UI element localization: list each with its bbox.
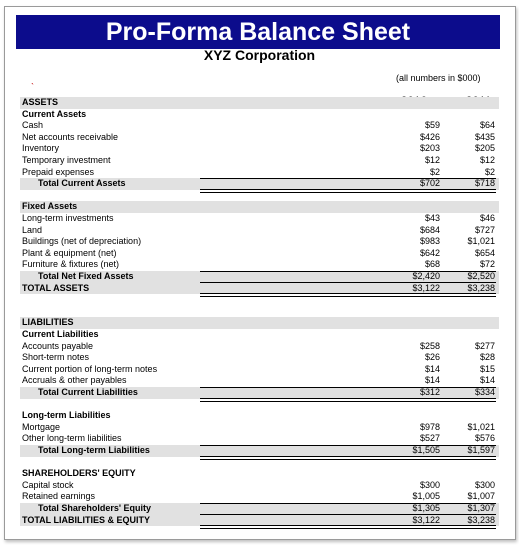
value-2011: $1,597 <box>467 445 495 455</box>
row-label: Retained earnings <box>22 491 96 502</box>
table-row <box>20 433 499 445</box>
value-2011: $2 <box>484 166 495 177</box>
table-row <box>20 143 499 155</box>
table-row <box>20 225 499 237</box>
row-label: Total Current Liabilities <box>38 387 138 397</box>
value-2010: $426 <box>419 131 440 142</box>
table-row <box>20 491 499 503</box>
table-row <box>20 352 499 364</box>
table-row <box>20 364 499 376</box>
row-label: TOTAL LIABILITIES & EQUITY <box>22 514 151 525</box>
row-label: Total Long-term Liabilities <box>38 445 150 455</box>
value-2010: $983 <box>419 236 440 247</box>
value-2011: $1,021 <box>467 236 495 247</box>
row-label: LIABILITIES <box>22 317 74 328</box>
table-row <box>20 468 499 480</box>
table-row <box>20 341 499 353</box>
table-row <box>20 167 499 179</box>
stray-mark: ` <box>31 82 34 92</box>
row-label: Temporary investment <box>22 155 111 165</box>
value-2010: $59 <box>424 120 440 131</box>
table-row <box>20 317 499 329</box>
row-label: Total Net Fixed Assets <box>38 271 134 281</box>
value-2010: $12 <box>424 155 440 165</box>
value-2010: $43 <box>424 213 440 223</box>
value-2011: $3,238 <box>467 514 495 525</box>
row-label: Accounts payable <box>22 340 94 351</box>
value-2010: $702 <box>419 178 440 189</box>
subtotal-rule <box>200 387 496 388</box>
row-label: Mortgage <box>22 421 61 432</box>
value-2011: $3,238 <box>467 282 495 293</box>
row-label: Current Assets <box>22 108 87 119</box>
row-label: Buildings (net of depreciation) <box>22 236 142 247</box>
value-2011: $727 <box>474 224 495 235</box>
company-name: XYZ Corporation <box>203 47 316 63</box>
value-2010: $2 <box>429 166 440 177</box>
row-label: Accruals & other payables <box>22 375 127 386</box>
row-label: Cash <box>22 120 44 131</box>
row-label: Fixed Assets <box>22 201 78 212</box>
value-2010: $642 <box>419 247 440 258</box>
value-2011: $15 <box>479 363 495 374</box>
subtotal-rule <box>200 271 496 272</box>
value-2011: $46 <box>479 213 495 223</box>
value-2011: $300 <box>474 479 495 490</box>
table-row <box>20 109 499 121</box>
value-2010: $1,305 <box>412 503 440 513</box>
page-title: Pro-Forma Balance Sheet <box>16 15 500 49</box>
value-2010: $3,122 <box>412 514 440 525</box>
table-row <box>20 236 499 248</box>
table-row <box>20 201 499 213</box>
row-label: Current Liabilities <box>22 329 99 339</box>
total-double-rule <box>200 525 496 529</box>
row-label: Current portion of long-term notes <box>22 363 158 374</box>
value-2010: $3,122 <box>412 282 440 293</box>
table-row <box>20 120 499 132</box>
subtotal-rule <box>200 445 496 446</box>
value-2011: $205 <box>474 143 495 154</box>
row-label: Other long-term liabilities <box>22 433 122 444</box>
row-label: Total Current Assets <box>38 178 126 189</box>
value-2010: $14 <box>424 363 440 374</box>
total-double-rule <box>200 293 496 297</box>
table-row <box>20 375 499 387</box>
value-2011: $1,021 <box>467 421 495 432</box>
table-row <box>20 410 499 422</box>
row-label: Furniture & fixtures (net) <box>22 259 120 270</box>
table-row <box>20 480 499 492</box>
value-2010: $203 <box>419 143 440 154</box>
value-2010: $527 <box>419 433 440 444</box>
total-double-rule <box>200 456 496 460</box>
table-row <box>20 97 499 109</box>
row-label: ASSETS <box>22 97 59 107</box>
value-2011: $1,307 <box>467 503 495 513</box>
row-label: Prepaid expenses <box>22 166 95 177</box>
value-2011: $72 <box>479 259 495 270</box>
subtotal-rule <box>200 503 496 504</box>
value-2010: $258 <box>419 340 440 351</box>
value-2010: $978 <box>419 421 440 432</box>
row-label: Short-term notes <box>22 352 90 363</box>
table-row <box>20 422 499 434</box>
value-2011: $12 <box>479 155 495 165</box>
value-2011: $277 <box>474 340 495 351</box>
value-2011: $28 <box>479 352 495 363</box>
value-2011: $334 <box>474 387 495 397</box>
table-row <box>20 248 499 260</box>
value-2010: $300 <box>419 479 440 490</box>
row-label: Plant & equipment (net) <box>22 247 117 258</box>
value-2010: $1,505 <box>412 445 440 455</box>
value-2011: $718 <box>474 178 495 189</box>
value-2010: $26 <box>424 352 440 363</box>
row-label: TOTAL ASSETS <box>22 282 90 293</box>
units-note: (all numbers in $000) <box>396 73 481 83</box>
row-label: Inventory <box>22 143 60 154</box>
table-row <box>20 155 499 167</box>
table-row <box>20 259 499 271</box>
row-label: Long-term investments <box>22 213 114 223</box>
value-2010: $1,005 <box>412 491 440 502</box>
value-2011: $1,007 <box>467 491 495 502</box>
row-label: SHAREHOLDERS' EQUITY <box>22 468 136 479</box>
value-2010: $68 <box>424 259 440 270</box>
subtotal-rule <box>200 178 496 179</box>
row-label: Total Shareholders' Equity <box>38 503 151 513</box>
row-label: Capital stock <box>22 479 74 490</box>
table-row <box>20 132 499 144</box>
value-2011: $64 <box>479 120 495 131</box>
total-double-rule <box>200 398 496 402</box>
table-row <box>20 329 499 341</box>
value-2011: $435 <box>474 131 495 142</box>
total-double-rule <box>200 189 496 193</box>
value-2010: $2,420 <box>412 271 440 281</box>
row-label: Net accounts receivable <box>22 131 119 142</box>
value-2010: $312 <box>419 387 440 397</box>
table-row <box>20 213 499 225</box>
value-2011: $654 <box>474 247 495 258</box>
value-2011: $576 <box>474 433 495 444</box>
value-2011: $14 <box>479 375 495 386</box>
row-label: Land <box>22 224 43 235</box>
row-label: Long-term Liabilities <box>22 410 111 421</box>
value-2011: $2,520 <box>467 271 495 281</box>
value-2010: $14 <box>424 375 440 386</box>
value-2010: $684 <box>419 224 440 235</box>
